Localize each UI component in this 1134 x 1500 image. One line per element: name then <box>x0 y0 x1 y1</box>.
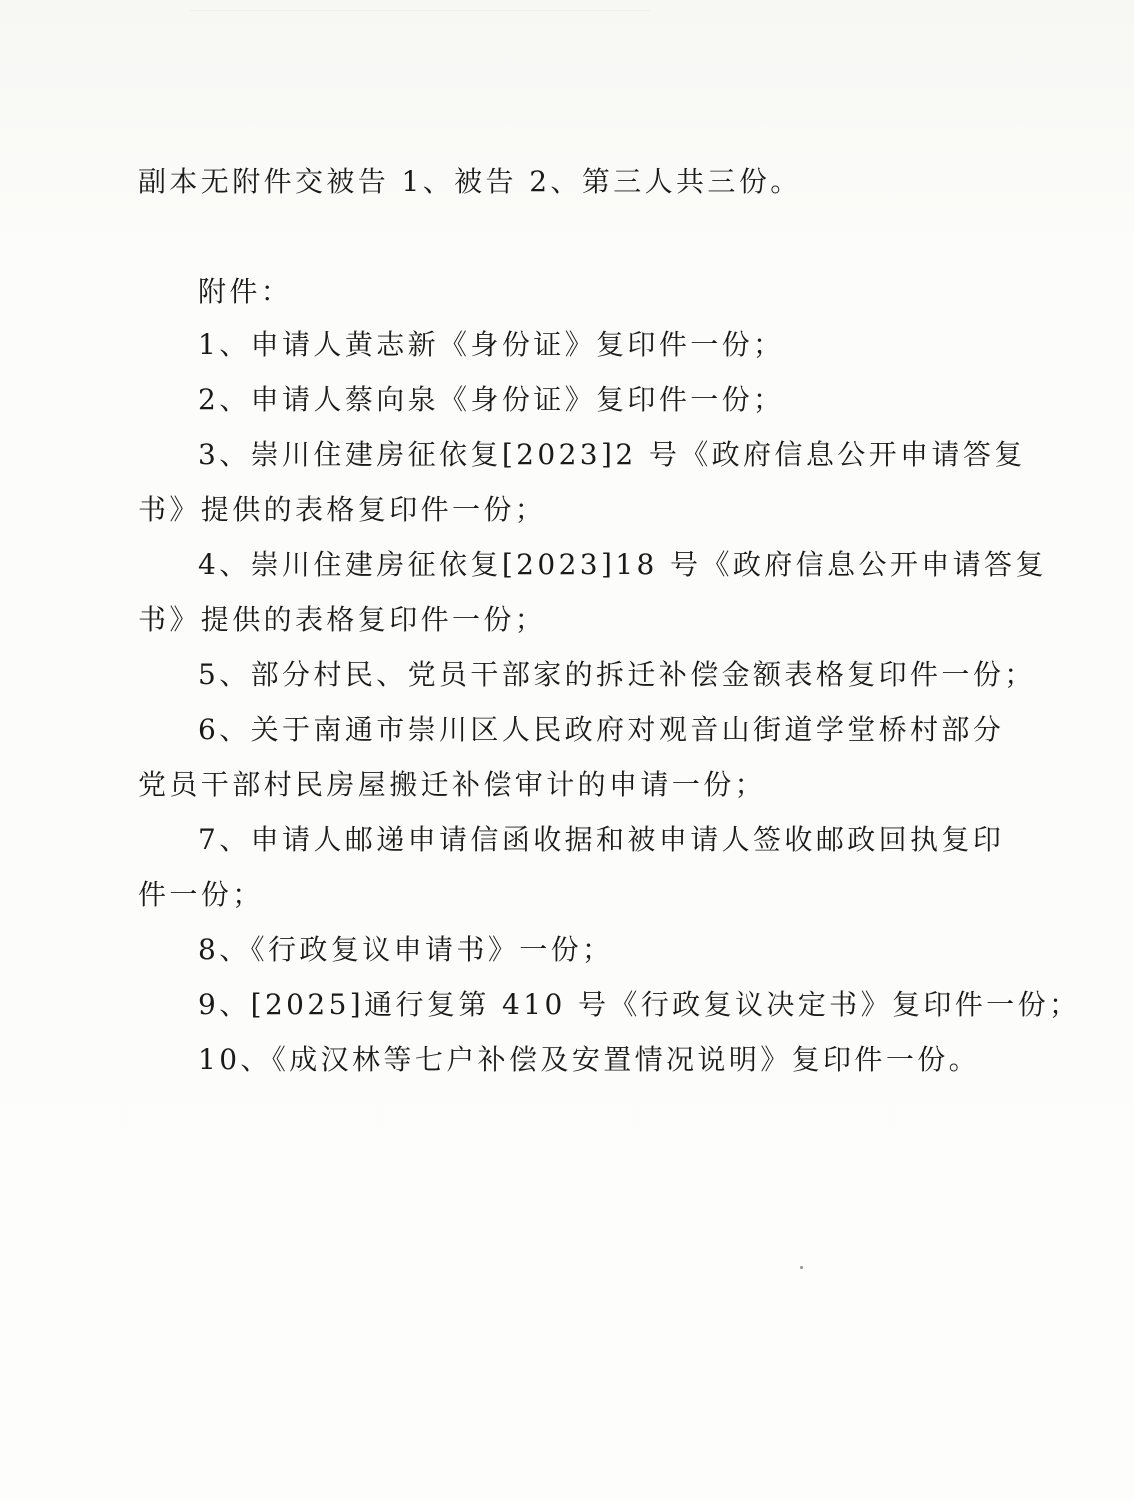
scan-artifact <box>190 0 650 11</box>
attachment-item-6-line-2: 党员干部村民房屋搬迁补偿审计的申请一份； <box>138 768 767 801</box>
attachment-item-5: 5、部分村民、党员干部家的拆迁补偿金额表格复印件一份； <box>198 658 1036 691</box>
attachment-item-10: 10、《成汉林等七户补偿及安置情况说明》复印件一份。 <box>198 1043 981 1076</box>
attachments-heading: 附件： <box>198 275 293 308</box>
attachments-list <box>138 317 1081 1087</box>
scan-speck <box>800 1266 803 1269</box>
attachment-item-7-line-1: 7、申请人邮递申请信函收据和被申请人签收邮政回执复印 <box>198 823 1005 856</box>
attachment-item-7-line-2: 件一份； <box>138 878 264 911</box>
intro-paragraph <box>138 154 973 209</box>
attachment-item-2: 2、申请人蔡向泉《身份证》复印件一份； <box>198 383 785 416</box>
attachment-item-4-line-1: 4、崇川住建房征依复[2023]18 号《政府信息公开申请答复 <box>198 548 1047 581</box>
attachment-item-3-line-1: 3、崇川住建房征依复[2023]2 号《政府信息公开申请答复 <box>198 438 1026 471</box>
attachment-item-4-line-2: 书》提供的表格复印件一份； <box>138 603 547 636</box>
attachment-item-8: 8、《行政复议申请书》一份； <box>198 933 614 966</box>
attachment-item-6-line-1: 6、关于南通市崇川区人民政府对观音山街道学堂桥村部分 <box>198 713 1005 746</box>
attachment-item-3-line-2: 书》提供的表格复印件一份； <box>138 493 547 526</box>
attachment-item-1: 1、申请人黄志新《身份证》复印件一份； <box>198 328 785 361</box>
attachment-item-9: 9、[2025]通行复第 410 号《行政复议决定书》复印件一份； <box>198 988 1081 1021</box>
intro-text: 副本无附件交被告 1、被告 2、第三人共三份。 <box>138 165 802 198</box>
